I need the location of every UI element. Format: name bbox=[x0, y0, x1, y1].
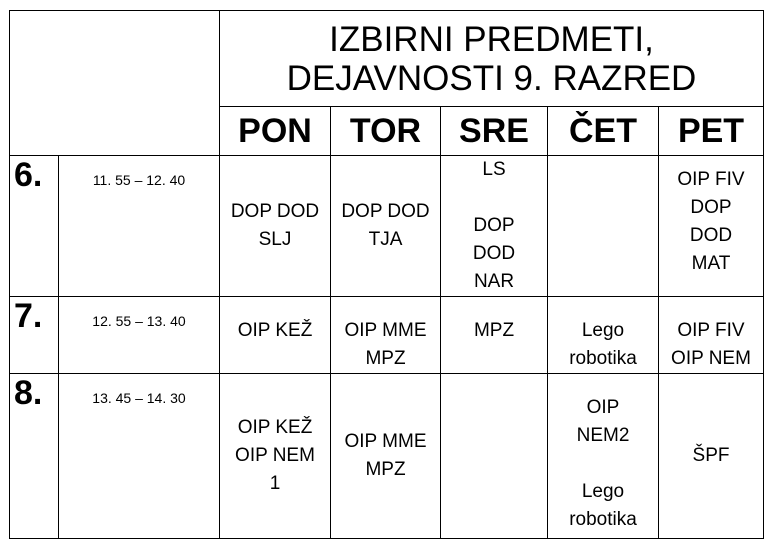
subject-line: OIP bbox=[586, 397, 620, 418]
subject-line: OIP MME bbox=[344, 320, 427, 341]
schedule-cell bbox=[548, 297, 659, 374]
period-row-7 bbox=[10, 297, 764, 374]
period-number: 6. bbox=[10, 156, 59, 297]
subject-line: OIP FIV bbox=[677, 169, 745, 190]
schedule-cell bbox=[548, 156, 659, 297]
period-number: 8. bbox=[10, 374, 59, 539]
day-header-tor: TOR bbox=[331, 107, 441, 156]
title-line-1: IZBIRNI PREDMETI, bbox=[329, 19, 654, 59]
subject-line: OIP MME bbox=[344, 431, 427, 452]
schedule-cell bbox=[220, 374, 331, 539]
period-row-6 bbox=[10, 156, 764, 297]
schedule-cell bbox=[220, 156, 331, 297]
day-header-sre: SRE bbox=[441, 107, 548, 156]
schedule-cell bbox=[331, 156, 441, 297]
schedule-cell bbox=[441, 374, 548, 539]
subject-line: DOP bbox=[473, 215, 515, 236]
subject-line: OIP KEŽ bbox=[237, 320, 313, 341]
subject-line: OIP NEM bbox=[235, 445, 315, 466]
period-row-8 bbox=[10, 374, 764, 539]
day-header-cet: ČET bbox=[548, 107, 659, 156]
title-line-2: DEJAVNOSTI 9. RAZRED bbox=[286, 58, 697, 98]
period-time: 11. 55 – 12. 40 bbox=[59, 156, 220, 297]
schedule-cell bbox=[441, 156, 548, 297]
schedule-table bbox=[9, 10, 764, 539]
subject-line: robotika bbox=[569, 348, 637, 369]
subject-line: MAT bbox=[691, 253, 731, 274]
subject-line: DOP DOD bbox=[341, 201, 430, 222]
table-title bbox=[220, 11, 764, 107]
schedule-cell bbox=[331, 374, 441, 539]
period-number: 7. bbox=[10, 297, 59, 374]
subject-line: DOP DOD bbox=[230, 201, 320, 222]
schedule-cell bbox=[548, 374, 659, 539]
subject-line: TJA bbox=[368, 229, 403, 250]
subject-line: robotika bbox=[569, 509, 637, 530]
subject-line: ŠPF bbox=[692, 445, 730, 466]
corner-cell bbox=[10, 11, 220, 156]
line-gap bbox=[548, 450, 658, 478]
subject-line: OIP NEM bbox=[671, 348, 751, 369]
period-time: 12. 55 – 13. 40 bbox=[59, 297, 220, 374]
subject-line: 1 bbox=[269, 473, 281, 494]
subject-line: DOD bbox=[472, 243, 516, 264]
subject-line: OIP FIV bbox=[677, 320, 745, 341]
subject-line: LS bbox=[482, 159, 506, 180]
schedule-cell bbox=[331, 297, 441, 374]
day-header-pon: PON bbox=[220, 107, 331, 156]
subject-line: MPZ bbox=[473, 320, 515, 341]
day-header-pet: PET bbox=[659, 107, 764, 156]
subject-line: Lego bbox=[581, 481, 625, 502]
line-gap bbox=[441, 184, 547, 212]
subject-line: DOP bbox=[690, 197, 732, 218]
subject-line: MPZ bbox=[365, 459, 406, 480]
schedule-cell bbox=[441, 297, 548, 374]
schedule-cell bbox=[220, 297, 331, 374]
subject-line: NAR bbox=[473, 271, 515, 292]
schedule-cell bbox=[659, 374, 764, 539]
subject-line: NEM2 bbox=[576, 425, 630, 446]
schedule-cell bbox=[659, 156, 764, 297]
period-time: 13. 45 – 14. 30 bbox=[59, 374, 220, 539]
subject-line: OIP KEŽ bbox=[237, 417, 313, 438]
subject-line: DOD bbox=[689, 225, 733, 246]
subject-line: Lego bbox=[581, 320, 625, 341]
subject-line: MPZ bbox=[365, 348, 406, 369]
schedule-cell bbox=[659, 297, 764, 374]
subject-line: SLJ bbox=[258, 229, 292, 250]
